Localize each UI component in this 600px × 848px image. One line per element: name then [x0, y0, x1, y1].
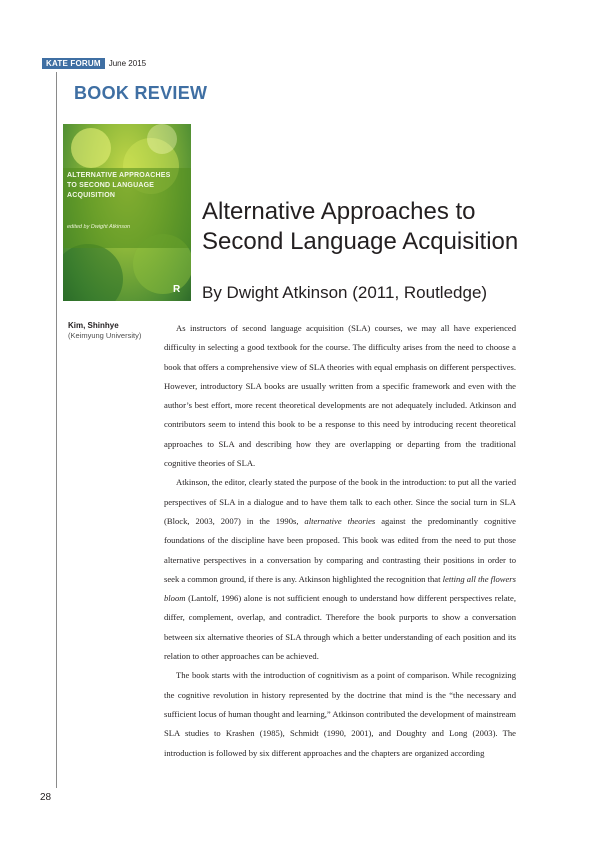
book-cover	[63, 124, 191, 301]
reviewer-affiliation: (Keimyung University)	[68, 331, 142, 340]
title-line: Alternative Approaches to	[202, 198, 476, 225]
cover-editor: edited by Dwight Atkinson	[67, 224, 131, 230]
journal-tag: KATE FORUM	[42, 58, 105, 69]
article-title	[202, 197, 582, 257]
byline: By Dwight Atkinson (2011, Routledge)	[202, 283, 488, 302]
paragraph: The book starts with the introduction of cognitivism as a point of comparison. While recognizing the cognitive revolution in history represented by the doctrine that mind is the “the necessary and sufficient locus of human thought and learning,” Atkinson contributed the development of mainstream SLA studies to Krashen (1985), Schmidt (1990, 2001), and Doughty and Long (2003). The introduction is followed by six different approaches and the chapters are organized according	[164, 670, 516, 758]
cover-title-line: ACQUISITION	[67, 192, 116, 199]
text-run: against the predominantly cognitive foundations of the discipline have been proposed. This book was edited from the need to put those alternative perspectives in a conversation by comparing and contrasting their positions in order to seek a common ground, if there is any. Atkinson highlighted the recognition that	[164, 515, 516, 584]
text-run: Atkinson, the editor, clearly stated the purpose of the book in the introduction: to put all the varied perspectives of SLA in a dialogue and to have them talk to each other. Since the social turn in SLA (Block, 2003, 2007) in the 1990s,	[164, 477, 516, 526]
reviewer-info	[68, 321, 158, 340]
emphasis: letting all the flowers bloom	[164, 573, 516, 604]
cover-title-line: TO SECOND LANGUAGE	[67, 182, 155, 189]
paragraph	[164, 473, 516, 666]
publisher-logo: R	[173, 284, 181, 295]
issue-date: June 2015	[108, 59, 147, 68]
paragraph: As instructors of second language acquisition (SLA) courses, we may all have experienced difficulty in selecting a good textbook for the course. The difficulty arises from the need to choose a book that offers a comprehensive view of SLA theories with equal emphasis on different perspectives. However, introductory SLA books are usually written from a specific framework and even with the author’s best effort, more recent theoretical developments are not adequately included. Atkinson and contributors seem to intend this book to be a response to this need by introducing recent theoretical approaches to SLA and describing how they are overlapping or departing from the traditional cognitive theories of SLA.	[164, 323, 516, 469]
reviewer-name: Kim, Shinhye	[68, 321, 119, 330]
text-run: (Lantolf, 1996) alone is not sufficient enough to understand how different perspectives relate, differ, complement, overlap, and contradict. Therefore the book purports to show a conversation between six alternative theories of SLA through which a better understanding of each position and its relation to other approaches can be achieved.	[164, 593, 516, 662]
page-number: 28	[40, 792, 52, 803]
review-body	[164, 319, 516, 763]
emphasis: alternative theories	[304, 515, 376, 526]
margin-rule	[56, 72, 57, 788]
running-header	[42, 58, 146, 69]
section-title: BOOK REVIEW	[74, 83, 208, 103]
cover-title-line: ALTERNATIVE APPROACHES	[67, 172, 171, 179]
title-line: Second Language Acquisition	[202, 228, 519, 255]
